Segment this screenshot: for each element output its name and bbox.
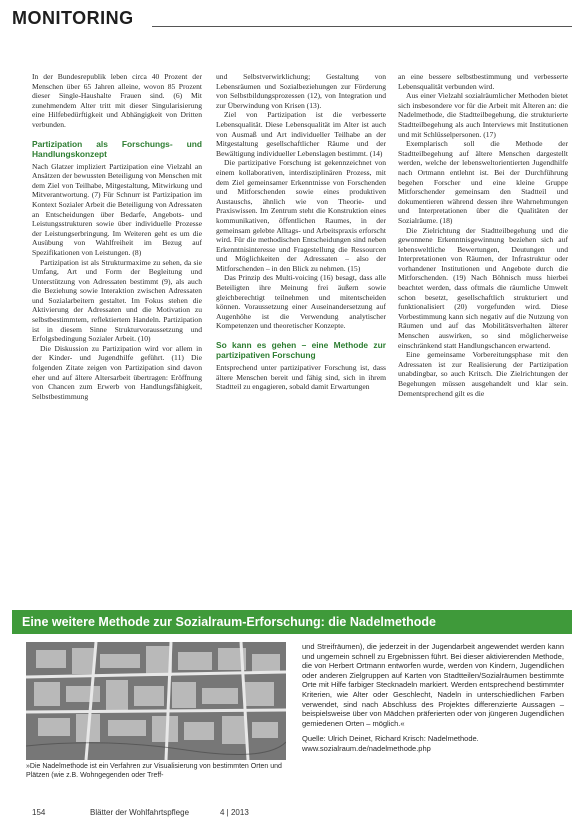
paragraph: Das Prinzip des Multi-voicing (16) besagt, dass alle Beteiligten ihre Meinung frei äußern sowie gleichberechtigt teilnehmen und mitentscheiden können. Voraussetzung einer Auseinandersetzung auf Augenhöhe ist die Verwendung analytischer Kompetenzen und theoretischer Konzepte. <box>216 273 386 331</box>
paragraph: Partizipation ist als Strukturmaxime zu sehen, da sie Umfang, Art und Form der Begleitung und Unterstützung von Adressaten bestimmt (9), als auch die Beziehung sowie Interaktion zwischen Adressaten und Sozialarbeitern gestaltet. Im Fokus stehen die Aktivierung der Adressaten und die Motivation zu selbstbestimmtem, reflektiertem Handeln. Partizipation ist in diesem Sinne Strukturvoraussetzung und Erfolgsbedingung Sozialer Arbeit. (10) <box>32 257 202 344</box>
paragraph: Die partizipative Forschung ist gekennzeichnet von einem kollaborativen, interdisziplinären Prozess, mit dem Ziel gemeinsamer Erkenntnisse von Forschenden und Mitforschenden sowie eines produktiven Austauschs, ähnlich wie von Theorie- und Praxiswissen. Im Zentrum steht die Konstruktion eines kommunikativen, öffentlichen Raumes, in der gemeinsam gelebte Alltags- und Arbeitspraxis erforscht wird. Für die methodischen Entscheidungen sind neben Erkenntnisinteresse und Fragestellung die Ressourcen und Möglichkeiten der Adressaten – also der Mitforschenden – in den Blick zu nehmen. (15) <box>216 158 386 273</box>
info-box-text <box>302 642 564 754</box>
info-box <box>12 610 572 798</box>
paragraph: Nach Glatzer impliziert Partizipation eine Vielzahl an Ansätzen der bewussten Beteiligung von Menschen mit dem Ziel von Teilhabe, Mitgestaltung, Mitwirkung und Mitverantwortung. (7) Für Schnurr ist Partizipation im Kontext Sozialer Arbeit die Beteiligung von Adressaten an Entscheidungen über Bedarfe, Angebots- und Leistungsstrukturen sowie über individuelle Prozesse der Leistungserbringung. Im Weiteren geht es um die Ausübung von Wahlfreiheit im Bezug auf Spezifikationen von Leistungen. (8) <box>32 161 202 257</box>
paragraph: Ziel von Partizipation ist die verbesserte Lebensqualität. Diese Lebensqualität im Alter ist auch von Ausmaß und Art individueller Teilhabe an der Mitgestaltung gesellschaftlicher Räume und der Bewältigung individueller Lebenslagen bestimmt. (14) <box>216 110 386 158</box>
info-box-body: und Streifräumen), die jederzeit in der Jugendarbeit angewendet werden kann und ungemein schnell zu Ergebnissen führt. Bei dieser aktivierenden Methode, die von Herbert Ortmann entworfen wurde, werden von Kindern, Jugendlichen oder anderen Zielgruppen auf Karten von Stadtteilen/Sozialräumen bestimmte Orte mit Hilfe farbiger Stecknadeln markiert. Werden entsprechend bestimmter Kriterien, wie Alter oder Geschlecht, Nadeln in unterschiedlichen Farben verwendet, sind nach Abschluss des Projektes differenzierte Aussagen – beispielsweise über von Mädchen präferierten oder von jüngeren Jugendlichen gemiedenen Orten – möglich.« <box>302 642 564 728</box>
map-photo <box>26 642 286 760</box>
paragraph: In der Bundesrepublik leben circa 40 Prozent der Menschen über 65 Jahren alleine, wovon 85 Prozent dieser Single-Haushalte Frauen sind. (6) Mit zunehmendem Alter tritt mit dieser Singularisierung eine Hilfebedürftigkeit und Abhängigkeit von Dritten verbunden. <box>32 72 202 129</box>
paragraph: Aus einer Vielzahl sozialräumlicher Methoden bietet sich insbesondere vor für die Arbeit mit Älteren an: die Nadelmethode, die Stadtteilbegehung, die strukturierte Stadtteilbegehung als auch Interviews mit Institutionen und mit Schlüsselpersonen. (17) <box>398 91 568 139</box>
city-map-illustration <box>26 642 286 760</box>
paragraph: Die Diskussion zu Partizipation wird vor allem in der Kinder- und Jugendhilfe geführt. (11) Die folgenden Zitate zeigen von Partizipation sind davon eher und auf ältere Altersarbeit übertragen: Eröffnung von Chancen zum Erwerb von Handlungsfähigkeit, Selbstbestimmung <box>32 343 202 401</box>
paragraph: an eine bessere selbstbestimmung und verbesserte Lebensqualität verbunden wird. <box>398 72 568 91</box>
section-title: MONITORING <box>12 8 134 28</box>
text-column-3 <box>398 72 568 594</box>
page-footer <box>32 808 572 822</box>
paragraph: Exemplarisch soll die Methode der Stadtteilbegehung auf ältere Menschen dargestellt werden, welche der lebensweltorientierten Jugendhilfe nach Ortmann entlehnt ist. Bei der Durchführung begehen Forscher und eine kleine Gruppe Mitforschender gemeinsam den Stadtteil und dokumentieren während dessen ihre Wahrnehmungen und Interpretationen über die Qualitäten der Sozialräume. (18) <box>398 139 568 225</box>
paragraph: Eine gemeinsame Vorbereitungsphase mit den Adressaten ist zur Realisierung der Partizipation unabdingbar, so auch Kritsch. Die Zielrichtungen der Begehungen müssen ausgehandelt und klar sein. Dementsprechend gilt es die <box>398 350 568 398</box>
section-heading: So kann es gehen – eine Methode zur partizipativen Forschung <box>216 340 386 361</box>
source-url: www.sozialraum.de/nadelmethode.php <box>302 743 431 753</box>
page-number: 154 <box>32 808 46 817</box>
page-header <box>12 8 572 34</box>
journal-name: Blätter der Wohlfahrtspflege <box>90 808 190 817</box>
text-column-2 <box>216 72 386 594</box>
issue-number: 4 | 2013 <box>220 808 249 817</box>
paragraph: Die Zielrichtung der Stadtteilbegehung und die gewonnene Erkenntnisgewinnung beziehen sich auf lebensweltliche Bewertungen, Deutungen und Interpretationen von Räumen, der Infrastruktur oder vorhandener Institutionen und Angebote durch die Mitforschenden. (19) Nach Böhnisch muss hierbei beachtet werden, dass oftmals die räumliche Umwelt schon besetzt, gesellschaftlich strukturiert und funktionalisiert (20) vorgefunden wird. Diese Vorbestimmung kann sich negativ auf die Nutzung von Räumen und auf das Mobilitätsverhalten älterer Menschen auswirken, so sind möglicherweise einschränkend statt Handlungschancen erwartend. <box>398 225 568 350</box>
source-line: Quelle: Ulrich Deinet, Richard Krisch: Nadelmethode. <box>302 734 479 744</box>
paragraph: Entsprechend unter partizipativer Forschung ist, dass ältere Menschen bereit und fähig sind, sich in ihrem Stadtteil zu engagieren, sobald damit Erwartungen <box>216 363 386 392</box>
section-heading: Partizipation als Forschungs- und Handlungskonzept <box>32 138 202 159</box>
header-rule <box>152 26 572 27</box>
photo-caption: »Die Nadelmethode ist ein Verfahren zur Visualisierung von bestimmten Orten und Plätzen (wie z.B. Wohngegenden oder Treff- <box>26 763 282 779</box>
paragraph: und Selbstverwirklichung; Gestaltung von Lebensräumen und Sozialbeziehungen zur Förderung von Selbstbildungsprozessen (12), von Integration und zur Überwindung von Krisen (13). <box>216 72 386 110</box>
text-column-1 <box>32 72 202 594</box>
info-box-title: Eine weitere Methode zur Sozialraum-Erforschung: die Nadelmethode <box>12 610 572 634</box>
